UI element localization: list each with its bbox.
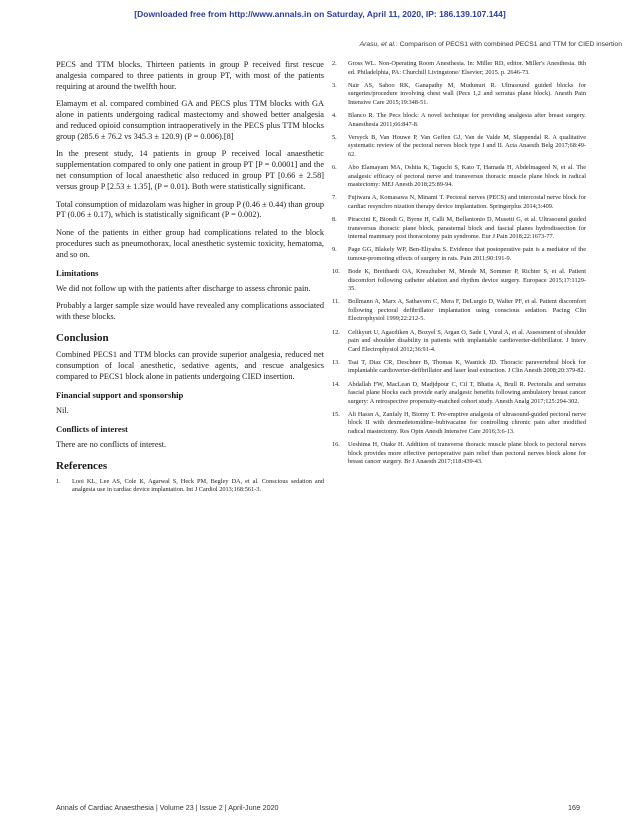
financial-heading: Financial support and sponsorship	[56, 389, 184, 400]
reference-item	[332, 359, 586, 376]
paragraph: Nil.	[56, 405, 69, 415]
reference-number: 15.	[332, 410, 340, 418]
reference-item	[332, 60, 586, 77]
references-list-left	[56, 478, 324, 495]
reference-item	[332, 216, 586, 242]
reference-number: 4.	[332, 112, 337, 119]
paragraph: Elamaym et al. compared combined GA and PECS plus TTM blocks with GA alone in patients undergoing radical mastectomy and showed better analgesia and reduced opioid consumption intraoperatively in the PECS plus TTM blocks group (285.6 ± 76.2 vs 345.3 ± 120.9) (P = 0.006).[8]	[56, 99, 324, 141]
reference-text: Celikyurt U, Agacdiken A, Bozyel S, Argan O, Sade I, Vural A, et al. Assessment of shoulder pain and shoulder disability in patients with implantable cardioverter-defibrillator. J Interv Card Electrophysiol 2012;36:91-4.	[348, 328, 586, 353]
reference-text: Piraccini E, Biondi G, Byrne H, Calli M, Bellantonio D, Musetti G, et al. Ultrasound guided transversus thoracic plane block, parasternal block and fascial planes hydrodissection for internal mammary post thoracotomy pain syndrome. Eur J Pain 2018;22:1673-77.	[348, 216, 586, 241]
reference-text: Abdallah FW, MacLean D, Madjdpour C, Cil T, Bhatia A, Brull R. Pectoralis and serratus fascial plane blocks each provide early analgesic benefits following ambulatory breast cancer surgery: A retrospective propensity-matched cohort study. Anesth Analg 2017;125:294-302.	[348, 380, 586, 405]
conclusion-heading: Conclusion	[56, 332, 109, 345]
reference-item	[332, 411, 586, 437]
download-banner: [Downloaded free from http://www.annals.in on Saturday, April 11, 2020, IP: 186.139.107.144]	[134, 9, 506, 19]
reference-item	[332, 134, 586, 160]
footer-journal: Annals of Cardiac Anaesthesia | Volume 23 | Issue 2 | April-June 2020	[56, 803, 279, 812]
reference-item	[332, 164, 586, 190]
paragraph: In the present study, 14 patients in group P received local anaesthetic supplementation compared to only one patient in group PT [P = 0.0001] and the net consumption of local anaesthetic also reduced in group PT [0.66 ± 2.58] versus group P [2.53 ± 1.35], (P = 0.01). Both were statistically significant.	[56, 149, 324, 191]
reference-item	[332, 381, 586, 407]
running-head	[0, 41, 622, 48]
reference-number: 1.	[56, 477, 61, 485]
conflicts-heading: Conflicts of interest	[56, 423, 128, 434]
left-column	[56, 60, 324, 500]
reference-text: Abo Elamayam MA, Oshita K, Taguchi S, Kato T, Hamada H, Abdelmageed N, et al. The analgesic efficacy of pectoral nerve and transversus thoracic muscle plane block in radical mastectomy: MEJ Anesth 2018;25:89-94.	[348, 164, 586, 189]
reference-number: 13.	[332, 358, 340, 366]
paragraph: There are no conflicts of interest.	[56, 439, 167, 449]
paragraph: Probably a larger sample size would have revealed any complications associated with these blocks.	[56, 301, 324, 322]
reference-text: Page GG, Blakely WP, Ben-Eliyahu S. Evidence that postoperative pain is a mediator of the tumour-promoting effects of surgery in rats. Pain 2011;90:191-9.	[348, 246, 586, 262]
references-heading: References	[56, 459, 108, 472]
reference-number: 8.	[332, 216, 337, 223]
reference-text: Tsai T, Diaz CR, Deschner B, Thomas K, Wasnick JD. Thoracic paravertebral block for implantable cardioverter-defibrillator and laser lead extraction. J Clin Anesth 2008;20:379-82.	[348, 358, 586, 375]
paragraph: Combined PECS1 and TTM blocks can provide superior analgesia, reduced net consumption of local anesthetic, sedative agents, and rescue analgesics compared to PECS1 block alone in patients undergoing CIED insertion.	[56, 350, 324, 381]
footer-page-number: 169	[568, 803, 580, 812]
running-head-title: : Comparison of PECS1 with combined PECS1 and TTM for CIED insertion	[395, 41, 622, 48]
paragraph: We did not follow up with the patients after discharge to assess chronic pain.	[56, 283, 311, 293]
reference-text: Versyck B, Van Houwe P, Van Geffen GJ, Van de Valde M, Slappendal R. A qualitative systematic review of the pectoral nerves block type I and II. Acta Anaesth Belg 2017;68:49-62.	[348, 133, 586, 158]
reference-number: 14.	[332, 380, 340, 388]
reference-number: 6.	[332, 164, 337, 171]
reference-item	[332, 246, 586, 263]
reference-text: Bode K, Breithardt OA, Kreuzhuber M, Mende M, Sommer P, Richter S, et al. Patient discomfort following catheter ablation and rhythm device surgery. Europace 2015;17:1129-35.	[348, 268, 586, 293]
reference-number: 9.	[332, 246, 337, 254]
reference-text: Ali Hassn A, Zanfaly H, Biomy T. Pre-emptive analgesia of ultrasound-guided pectoral nerve block II with dexmedetomidine–bubivacaine for controlling chronic pain after modified radical mastectomy. Res Opin Anesth Intensive Care 2016;3:6-13.	[348, 410, 586, 435]
reference-item	[332, 441, 586, 467]
reference-text: Bollmann A, Marx A, Sathavorn C, Mera F, DeLurgio D, Walter PF, et al. Patient discomfort following pectoral defibrillator implantation using conscious sedation. Pacing Clin Electrophysiol 1999;22:212-5.	[348, 298, 586, 323]
reference-item	[332, 194, 586, 211]
reference-text: Gross WL. Non-Operating Room Anesthesia. In: Miller RD, editor. Miller's Anesthesia. 8th ed. Philadelphia, PA: Churchill Livingstone/ Elsevier; 2015. p. 2646-73.	[348, 60, 586, 76]
reference-number: 10.	[332, 268, 340, 275]
paragraph: Total consumption of midazolam was higher in group P (0.46 ± 0.44) than group PT (0.06 ± 0.17), which is statistically significant (P = 0.002).	[56, 199, 324, 220]
reference-number: 11.	[332, 298, 340, 306]
reference-text: Nair AS, Sahoo RK, Ganapathy M, Mudunuri R. Ultrasound guided blocks for surgeries/procedure involving chest wall (Pecs 1,2 and serratus plane block). Anesth Pain Intensive Care 2015;19:348-51.	[348, 81, 586, 106]
reference-text: Looi KL, Lee AS, Cole K, Agarwal S, Heck PM, Begley DA, et al. Conscious sedation and analgesia use in cardiac device implantation. Int J Cardiol 2013;168:561-3.	[72, 477, 324, 494]
reference-number: 16.	[332, 441, 340, 449]
reference-text: Ueshima H, Otake H. Addition of transverse thoracic muscle plane block to pectoral nerves block provides more effective perioperative pain relief than pectoral nerves block alone for breast cancer surgery. Br J Anaesth 2017;118:439-43.	[348, 441, 586, 466]
reference-item	[56, 478, 324, 495]
reference-text: Fujiwara A, Komasawa N, Minami T. Pectoral nerves (PECS) and intercostal nerve block for cardiac resynchro nization therapy device implantation. Springerplus 2014;3:409.	[348, 194, 586, 210]
paragraph: PECS and TTM blocks. Thirteen patients in group P received first rescue analgesia compared to three patients in group PT, with most of the patients requiring at around the twelfth hour.	[56, 60, 324, 91]
reference-number: 5.	[332, 133, 337, 141]
reference-number: 7.	[332, 194, 337, 202]
paragraph: None of the patients in either group had complications related to the block procedures such as pneumothorax, local anesthetic systemic toxicity, hematoma, and so on.	[56, 228, 324, 259]
reference-item	[332, 298, 586, 324]
reference-item	[332, 82, 586, 108]
reference-number: 12.	[332, 328, 340, 336]
reference-number: 2.	[332, 60, 337, 67]
reference-item	[332, 329, 586, 355]
reference-item	[332, 112, 586, 129]
reference-item	[332, 268, 586, 294]
limitations-heading: Limitations	[56, 267, 99, 278]
running-head-authors: Arasu, et al.	[359, 41, 396, 48]
reference-text: Blanco R. The Pecs block: A novel technique for providing analgesia after breast surgery. Anaesthesia 2011;66:847-8.	[348, 112, 586, 128]
references-list-right	[332, 60, 586, 471]
reference-number: 3.	[332, 81, 337, 89]
